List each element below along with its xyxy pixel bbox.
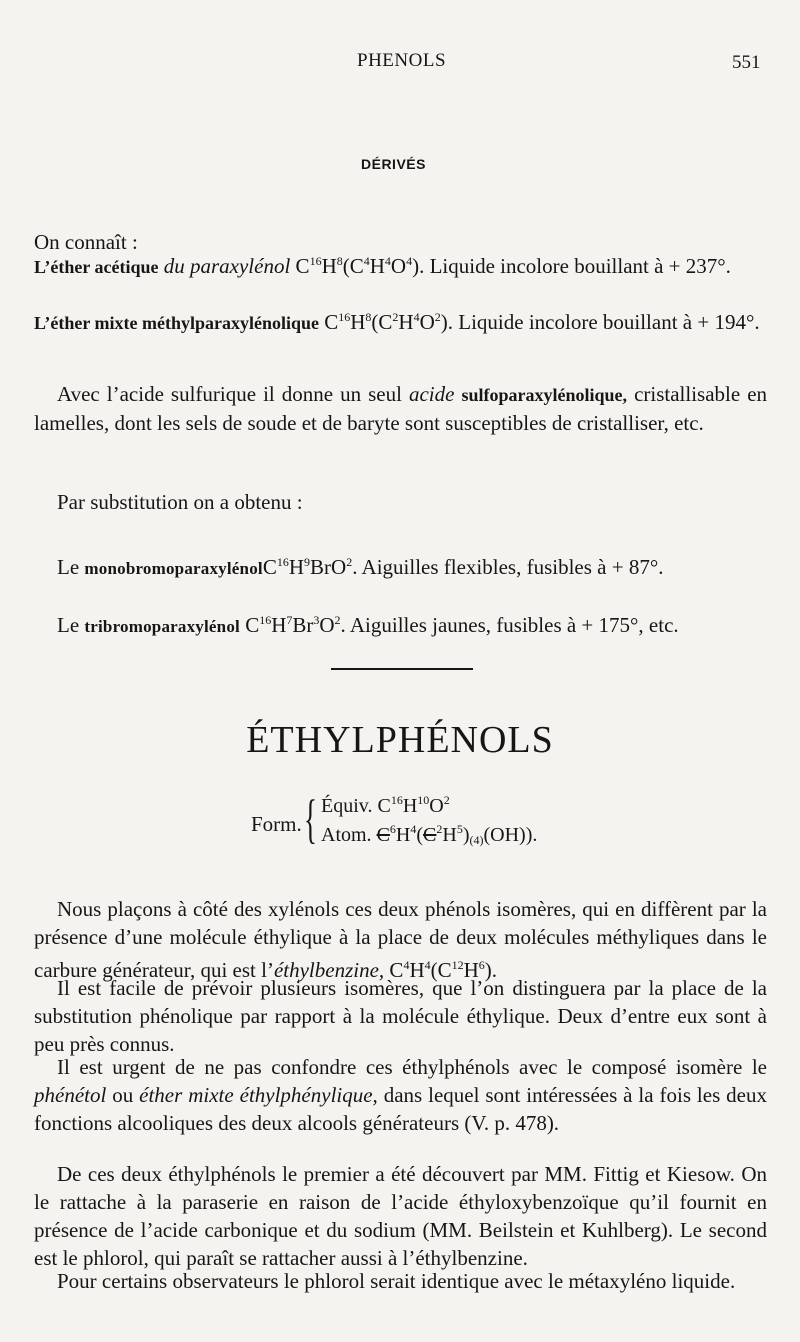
paragraph-methyl-ether	[34, 303, 767, 337]
sulfo-italic: acide	[408, 382, 455, 406]
ethyl-text: Il est urgent de ne pas confondre ces éthylphénols avec le composé isomère le	[57, 1055, 767, 1079]
ethyl-text: dans lequel sont intéressées à la fois les deux fonctions alcooliques des deux alcools générateurs (V. p. 478).	[34, 1083, 767, 1135]
ethyl-text: De ces deux éthylphénols le premier a été découvert par MM. Fittig et Kiesow. On le rattache à la paraserie en raison de l’acide éthyloxybenzoïque qu’il fournit en présence de l’acide carbonique et du sodium (MM. Beilstein et Kuhlberg). Le second est le phlorol, qui paraît se rattacher aussi à l’éthylbenzine.	[34, 1162, 767, 1270]
compound-qualifier: du paraxylénol	[163, 254, 291, 278]
compound-description: Aiguilles flexibles, fusibles à + 87°.	[361, 555, 664, 579]
atom-formula	[321, 822, 537, 848]
ethyl-italic: éthylbenzine,	[273, 958, 385, 982]
equiv-value: $C^{16}H^{10}O^2$	[377, 793, 450, 817]
paragraph-ethyl-2	[34, 974, 767, 1058]
sulfo-text-after: cristallisable en lamelles, dont les sels de soude et de baryte sont susceptibles de cristalliser, etc.	[34, 382, 768, 435]
brace-glyph: {	[304, 789, 317, 849]
chemical-formula: $C^{16}H^8(C^2H^4O^2)$.	[324, 310, 454, 334]
compound-name: L’éther acétique	[34, 257, 159, 277]
paragraph-acetic-ether	[34, 247, 767, 281]
compound-name: L’éther mixte méthylparaxylénolique	[34, 313, 319, 333]
page-number: 551	[732, 52, 761, 73]
chapter-title: ÉTHYLPHÉNOLS	[246, 719, 554, 761]
atom-label: Atom.	[321, 824, 372, 846]
section-heading: DÉRIVÉS	[361, 156, 426, 172]
ethyl-italic: phénétol	[34, 1083, 107, 1107]
section-divider	[331, 668, 473, 670]
chemical-formula: $C^{16}H^8(C^4H^4O^4)$.	[295, 254, 425, 278]
ethyl-italic: éther mixte éthylphénylique,	[139, 1083, 378, 1107]
ethyl-text: ou	[112, 1083, 134, 1107]
intro-text: On connaît :	[34, 230, 138, 254]
paragraph-monobromo	[34, 548, 767, 583]
compound-name: tribromoparaxylénol	[84, 617, 240, 636]
equiv-label: Équiv.	[321, 795, 373, 817]
paragraph-sulfo	[34, 380, 767, 437]
paragraph-tribromo	[34, 606, 767, 641]
ethyl-text: Nous plaçons à côté des xylénols ces deux phénols isomères, qui en diffèrent par la présence d’une molécule éthylique à la place de deux molécules méthyliques dans le carbure générateur, qui est l’	[34, 897, 767, 982]
prefix: Le	[57, 613, 80, 637]
compound-name: sulfoparaxylénolique,	[461, 385, 628, 405]
prefix: Le	[57, 555, 80, 579]
paragraph-ethyl-5	[34, 1267, 767, 1295]
compound-description: Liquide incolore bouillant à + 237°.	[429, 254, 731, 278]
compound-description: Aiguilles jaunes, fusibles à + 175°, etc.	[349, 613, 679, 637]
chemical-formula: $C^{16}H^7Br^3O^2$.	[245, 613, 346, 637]
chemical-formula: $C^4H^4(C^{12}H^6)$.	[389, 958, 498, 982]
compound-name: monobromoparaxylénol	[84, 559, 263, 578]
atom-value: $C^6H^4(C^2H^5)_{(4)}(OH)$).	[376, 822, 538, 847]
substitution-intro: Par substitution on a obtenu :	[57, 490, 303, 514]
paragraph-substitution	[34, 488, 767, 516]
ethyl-text: Pour certains observateurs le phlorol serait identique avec le métaxyléno liquide.	[57, 1269, 736, 1293]
formula-label: Form.	[251, 812, 302, 836]
paragraph-ethyl-3	[34, 1053, 767, 1137]
ethyl-text: Il est facile de prévoir plusieurs isomères, que l’on distinguera par la place de la substitution phénolique par rapport à la molécule éthylique. Deux d’entre eux sont à peu près connus.	[34, 976, 767, 1056]
paragraph-ethyl-1	[34, 895, 767, 984]
running-title: PHENOLS	[357, 50, 447, 71]
equiv-formula	[321, 793, 450, 818]
paragraph-ethyl-4	[34, 1160, 767, 1272]
chemical-formula: $C^{16}H^9BrO^2$.	[262, 555, 358, 579]
sulfo-text-before: Avec l’acide sulfurique il donne un seul	[57, 382, 402, 406]
compound-description: Liquide incolore bouillant à + 194°.	[458, 310, 760, 334]
